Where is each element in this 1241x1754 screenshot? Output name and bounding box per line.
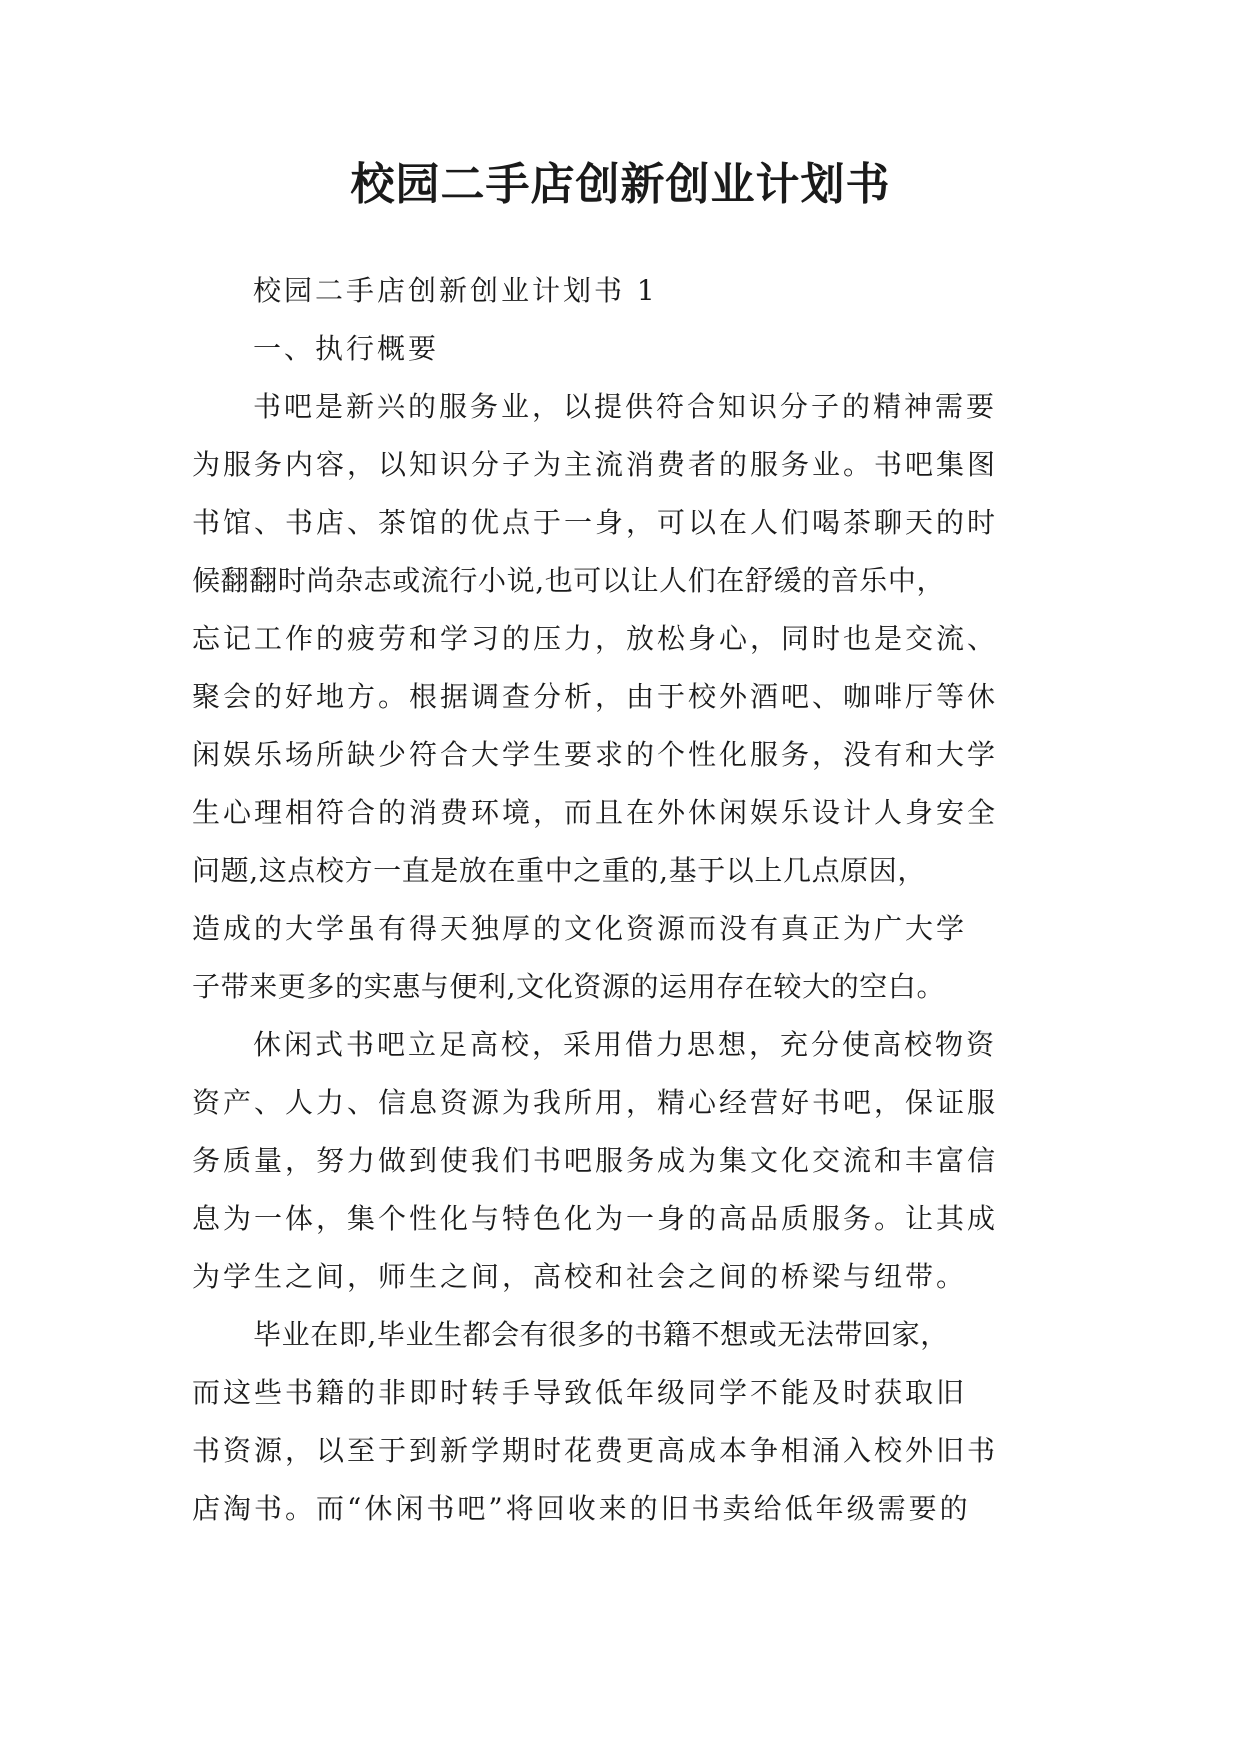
- paragraph-line: 毕业在即,毕业生都会有很多的书籍不想或无法带回家，: [253, 1318, 949, 1351]
- paragraph-line: 闲娱乐场所缺少符合大学生要求的个性化服务，没有和大学: [192, 738, 999, 771]
- paragraph-line: 造成的大学虽有得天独厚的文化资源而没有真正为广大学: [192, 912, 968, 945]
- paragraph-line: 生心理相符合的消费环境，而且在外休闲娱乐设计人身安全: [192, 796, 999, 829]
- section-heading: 校园二手店创新创业计划书 1: [253, 274, 658, 307]
- document-title: 校园二手店创新创业计划书: [350, 159, 891, 210]
- paragraph-line: 务质量，努力做到使我们书吧服务成为集文化交流和丰富信: [192, 1144, 999, 1177]
- paragraph-line: 忘记工作的疲劳和学习的压力，放松身心，同时也是交流、: [192, 622, 999, 655]
- paragraph-line: 问题,这点校方一直是放在重中之重的,基于以上几点原因，: [192, 854, 927, 887]
- paragraph-line: 资产、人力、信息资源为我所用，精心经营好书吧，保证服: [192, 1086, 999, 1119]
- paragraph-line: 聚会的好地方。根据调查分析，由于校外酒吧、咖啡厅等休: [192, 680, 999, 713]
- paragraph-line: 子带来更多的实惠与便利,文化资源的运用存在较大的空白。: [192, 970, 946, 1003]
- paragraph-line: 而这些书籍的非即时转手导致低年级同学不能及时获取旧: [192, 1376, 968, 1409]
- paragraph-line: 息为一体，集个性化与特色化为一身的高品质服务。让其成: [192, 1202, 999, 1235]
- document-body: [192, 262, 1054, 1538]
- paragraph-line: 书吧是新兴的服务业，以提供符合知识分子的精神需要: [253, 390, 998, 423]
- paragraph-line: 候翻翻时尚杂志或流行小说,也可以让人们在舒缓的音乐中，: [192, 564, 946, 597]
- paragraph-line: 休闲式书吧立足高校，采用借力思想，充分使高校物资: [253, 1028, 998, 1061]
- paragraph-line: 为服务内容，以知识分子为主流消费者的服务业。书吧集图: [192, 448, 999, 481]
- paragraph-line: 为学生之间，师生之间，高校和社会之间的桥梁与纽带。: [192, 1260, 968, 1293]
- paragraph-line: 书资源，以至于到新学期时花费更高成本争相涌入校外旧书: [192, 1434, 999, 1467]
- paragraph-line: 店淘书。而“休闲书吧”将回收来的旧书卖给低年级需要的: [192, 1492, 971, 1525]
- paragraph-line: 书馆、书店、茶馆的优点于一身，可以在人们喝茶聊天的时: [192, 506, 999, 539]
- subsection-heading: 一、执行概要: [253, 332, 440, 365]
